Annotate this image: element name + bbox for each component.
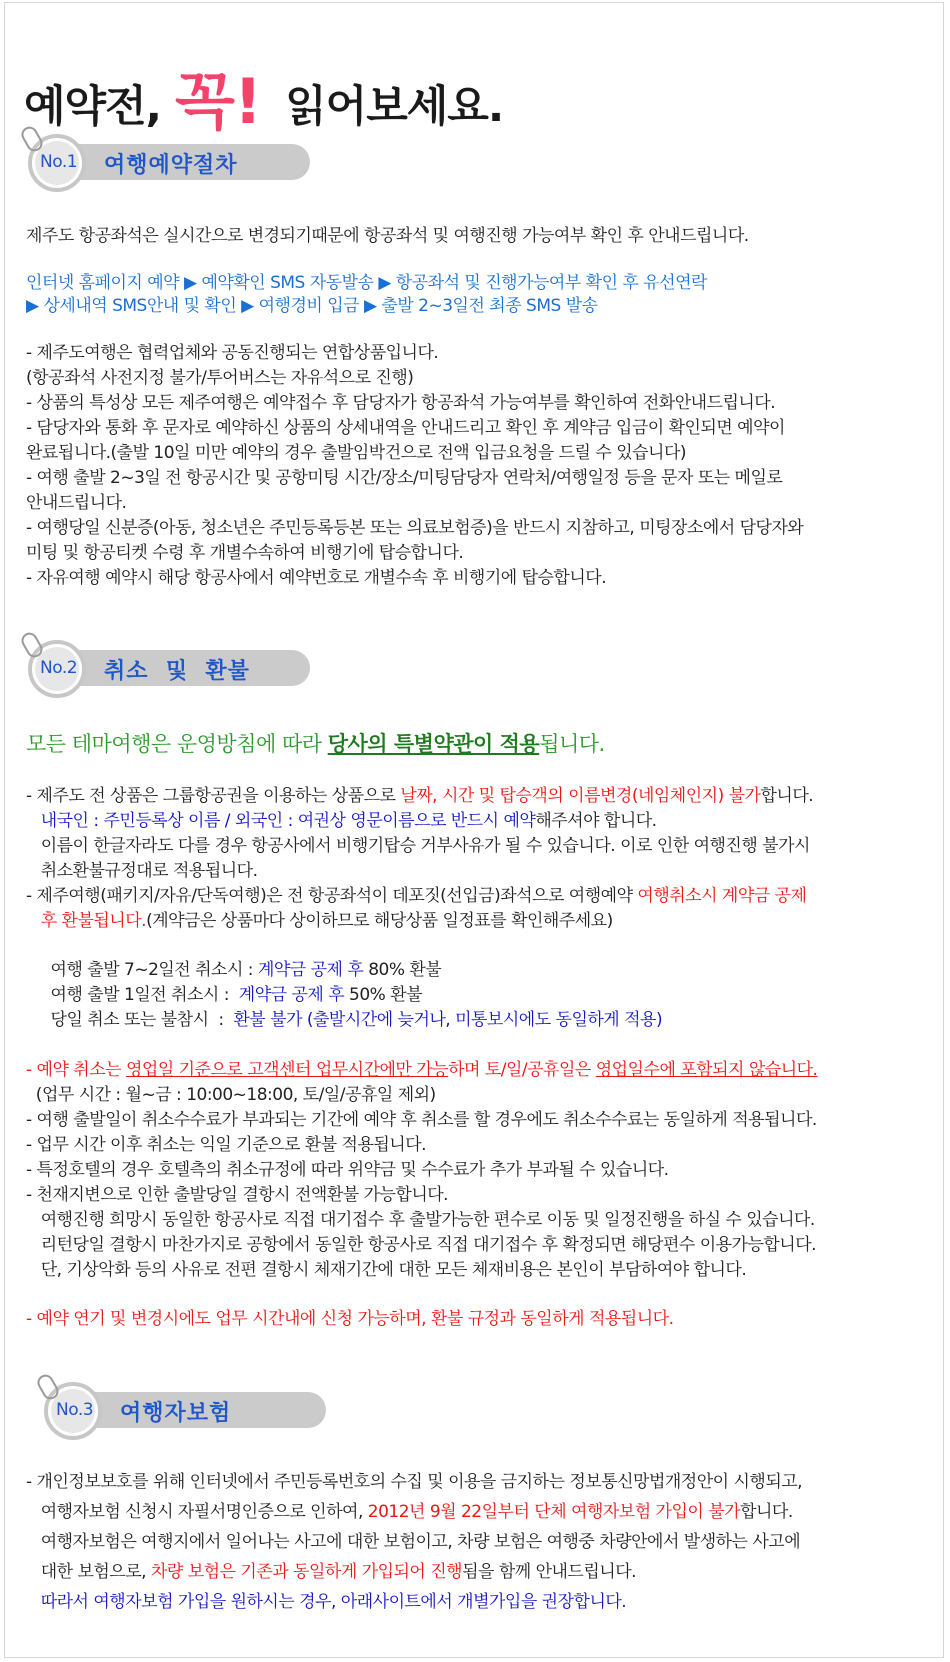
section-number: No.3: [56, 1400, 94, 1420]
title-emphasis: 꼭!: [174, 65, 262, 138]
s1-line: (항공좌석 사전지정 불가/투어버스는 자유석으로 진행): [26, 368, 414, 388]
s1-line: 미팅 및 항공티켓 수령 후 개별수속하여 비행기에 탑승합니다.: [26, 543, 464, 563]
s2-line: - 천재지변으로 인한 출발당일 결항시 전액환불 가능합니다.: [26, 1185, 449, 1205]
s2-line: 취소환불규정대로 적용됩니다.: [26, 861, 258, 881]
s3-line: 대한 보험으로, 차량 보험은 기존과 동일하게 가입되어 진행됨을 함께 안내드립니다.: [26, 1562, 637, 1582]
s2-notice: - 예약 취소는 영업일 기준으로 고객센터 업무시간에만 가능하며 토/일/공휴일은 영업일수에 포함되지 않습니다.: [26, 1060, 818, 1080]
refund-row-2: 여행 출발 1일전 취소시 : 계약금 공제 후 50% 환불: [26, 985, 423, 1005]
s2-line: 여행진행 희망시 동일한 항공사로 직접 대기접수 후 출발가능한 편수로 이동 및 일정진행을 하실 수 있습니다.: [26, 1210, 815, 1230]
section-number: No.1: [40, 152, 78, 172]
s2-line: 내국인 : 주민등록상 이름 / 외국인 : 여권상 영문이름으로 반드시 예약해주셔야 합니다.: [26, 811, 657, 831]
s1-line: - 제주도여행은 협력업체와 공동진행되는 연합상품입니다.: [26, 343, 439, 363]
refund-row-3: 당일 취소 또는 불참시 : 환불 불가 (출발시간에 늦거나, 미통보시에도 동일하게 적용): [26, 1010, 663, 1030]
s3-line: 여행자보험은 여행지에서 일어나는 사고에 대한 보험이고, 차량 보험은 여행중 차량안에서 발생하는 사고에: [26, 1532, 801, 1552]
s2-headline-emphasis: 당사의 특별약관이 적용: [327, 732, 540, 756]
s1-line: - 담당자와 통화 후 문자로 예약하신 상품의 상세내역을 안내드리고 확인 후 계약금 입금이 확인되면 예약이: [26, 418, 785, 438]
s1-flow-line-1: 인터넷 홈페이지 예약 ▶ 예약확인 SMS 자동발송 ▶ 항공좌석 및 진행가능여부 확인 후 유선연락: [26, 273, 707, 293]
s2-line: 후 환불됩니다.(계약금은 상품마다 상이하므로 해당상품 일정표를 확인해주세요): [26, 911, 613, 931]
s1-line: - 상품의 특성상 모든 제주여행은 예약접수 후 담당자가 항공좌석 가능여부를 확인하여 전화안내드립니다.: [26, 393, 776, 413]
s2-line: - 업무 시간 이후 취소는 익일 기준으로 환불 적용됩니다.: [26, 1135, 427, 1155]
s2-line: - 여행 출발일이 취소수수료가 부과되는 기간에 예약 후 취소를 할 경우에도 취소수수료는 동일하게 적용됩니다.: [26, 1110, 817, 1130]
s1-line: 완료됩니다.(출발 10일 미만 예약의 경우 출발임박건으로 전액 입금요청을 드릴 수 있습니다): [26, 443, 687, 463]
s2-line: 이름이 한글자라도 다를 경우 항공사에서 비행기탑승 거부사유가 될 수 있습니다. 이로 인한 여행진행 불가시: [26, 836, 810, 856]
section-title: 여행예약절차: [104, 153, 238, 178]
page-title: [24, 50, 503, 139]
s1-intro: 제주도 항공좌석은 실시간으로 변경되기때문에 항공좌석 및 여행진행 가능여부 확인 후 안내드립니다.: [26, 226, 749, 246]
s1-line: - 여행 출발 2~3일 전 항공시간 및 공항미팅 시간/장소/미팅담당자 연락처/여행일정 등을 문자 또는 메일로: [26, 468, 783, 488]
title-prefix: 예약전,: [24, 82, 161, 132]
s2-headline: 모든 테마여행은 운영방침에 따라 당사의 특별약관이 적용됩니다.: [26, 732, 605, 756]
s2-line: 리턴당일 결항시 마찬가지로 공항에서 동일한 항공사로 직접 대기접수 후 확정되면 해당편수 이용가능합니다.: [26, 1235, 817, 1255]
s1-line: - 여행당일 신분증(아동, 청소년은 주민등록등본 또는 의료보험증)을 반드시 지참하고, 미팅장소에서 담당자와: [26, 518, 804, 538]
s3-line: 여행자보험 신청시 자필서명인증으로 인하여, 2012년 9월 22일부터 단체 여행자보험 가입이 불가합니다.: [26, 1502, 793, 1522]
section-title: 여행자보험: [120, 1401, 232, 1426]
s2-line: - 특정호텔의 경우 호텔측의 취소규정에 따라 위약금 및 수수료가 추가 부과될 수 있습니다.: [26, 1160, 669, 1180]
s1-flow-line-2: ▶ 상세내역 SMS안내 및 확인 ▶ 여행경비 입금 ▶ 출발 2~3일전 최종 SMS 발송: [26, 296, 598, 316]
s3-line: - 개인정보보호를 위해 인터넷에서 주민등록번호의 수집 및 이용을 금지하는 정보통신망법개정안이 시행되고,: [26, 1472, 803, 1492]
section-title: 취소 및 환불: [104, 659, 250, 684]
s1-line: 안내드립니다.: [26, 493, 127, 513]
s2-notice-2: - 예약 연기 및 변경시에도 업무 시간내에 신청 가능하며, 환불 규정과 동일하게 적용됩니다.: [26, 1309, 674, 1329]
refund-row-1: 여행 출발 7~2일전 취소시 : 계약금 공제 후 80% 환불: [26, 960, 442, 980]
s1-line: - 자유여행 예약시 해당 항공사에서 예약번호로 개별수속 후 비행기에 탑승합니다.: [26, 568, 607, 588]
s3-line: 따라서 여행자보험 가입을 원하시는 경우, 아래사이트에서 개별가입을 권장합니다.: [26, 1592, 627, 1612]
s2-line: 단, 기상악화 등의 사유로 전편 결항시 체재기간에 대한 모든 체재비용은 본인이 부담하여야 합니다.: [26, 1260, 747, 1280]
s2-line: - 제주도 전 상품은 그룹항공권을 이용하는 상품으로 날짜, 시간 및 탑승객의 이름변경(네임체인지) 불가합니다.: [26, 786, 814, 806]
s2-line: - 제주여행(패키지/자유/단독여행)은 전 항공좌석이 데포짓(선입금)좌석으로 여행예약 여행취소시 계약금 공제: [26, 886, 807, 906]
title-suffix: 읽어보세요.: [285, 82, 504, 132]
section-number: No.2: [40, 658, 78, 678]
s2-line: (업무 시간 : 월~금 : 10:00~18:00, 토/일/공휴일 제외): [26, 1085, 436, 1105]
